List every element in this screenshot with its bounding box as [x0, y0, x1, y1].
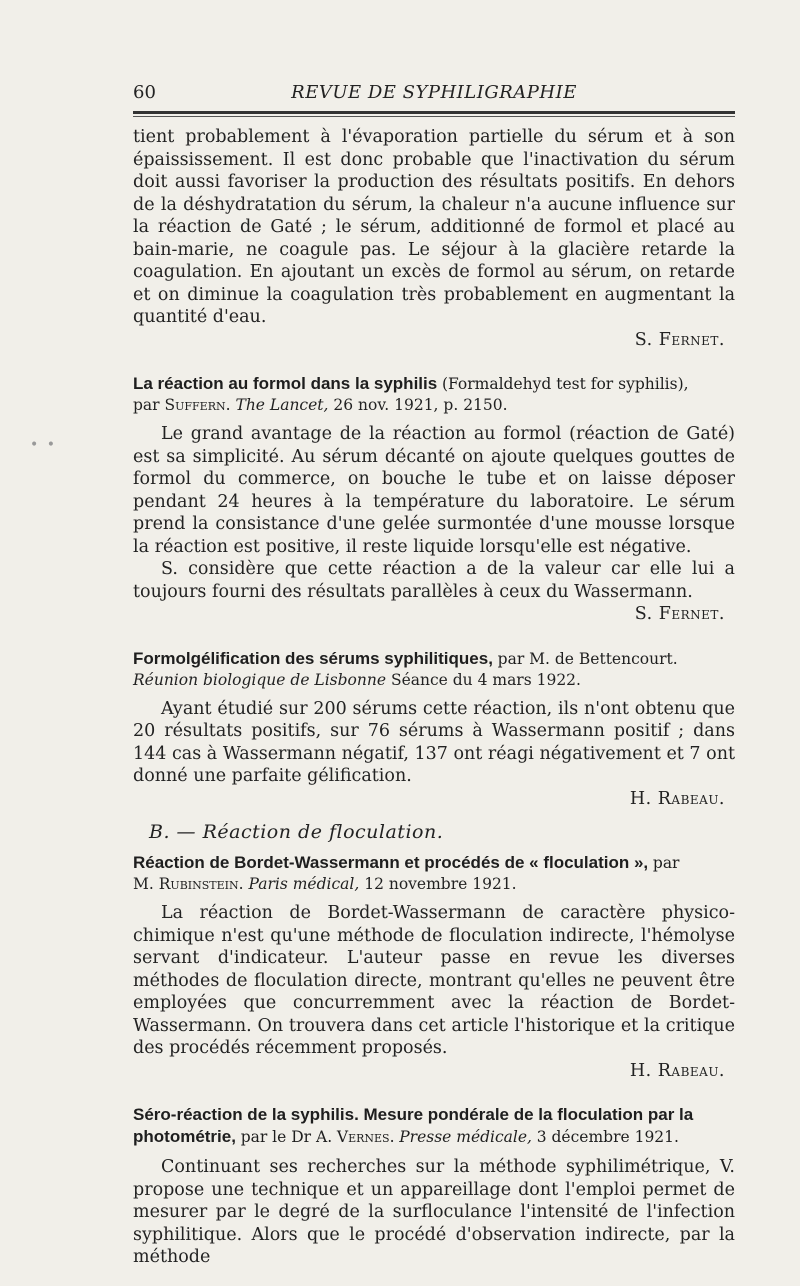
ref-author: Rubinstein.	[158, 875, 244, 893]
article-sero-reaction	[133, 1104, 735, 1269]
article-paragraph: Continuant ses recherches sur la méthode syphilimétrique, V. propose une technique et un appareillage dont l'emploi permet de mesurer par le degré de la surfloculance l'intensité de l'infection syphilitique. Alors que le procédé d'observation indirecte, par la méthode	[133, 1157, 735, 1267]
ref-journal: The Lancet,	[235, 396, 329, 414]
article-reference	[133, 395, 735, 415]
article-signature: H. Rabeau.	[629, 1060, 725, 1081]
ref-journal: Paris médical,	[248, 875, 360, 893]
article-signature: S. Fernet.	[634, 604, 725, 624]
page-body	[133, 126, 735, 1269]
article-paragraph: Ayant étudié sur 200 sérums cette réaction, ils n'ont obtenu que 20 résultats positifs, sur 76 sérums à Wassermann positif ; dans 144 cas à Wassermann négatif, 137 ont réagi négativement et 7 ont donné une parfaite gélification.	[133, 698, 735, 786]
article-bordet-wassermann	[133, 852, 735, 1082]
ref-detail: 3 décembre 1921.	[536, 1128, 679, 1146]
page-number: 60	[133, 82, 156, 103]
ref-journal: Réunion biologique de Lisbonne	[133, 670, 387, 689]
ref-prefix: par	[133, 396, 160, 414]
article-heading-title: Séro-réaction de la syphilis. Mesure pondérale de la floculation par la photométrie,	[133, 1105, 694, 1146]
article-formol-reaction	[133, 373, 735, 626]
article-formolgelification	[133, 648, 735, 811]
article-heading-rest: (Formaldehyd test for syphilis),	[441, 375, 689, 393]
margin-mark: • •	[30, 437, 57, 453]
ref-author: Vernes.	[336, 1128, 395, 1146]
article-paragraph: La réaction de Bordet-Wassermann de caractère physico-chimique n'est qu'une méthode de floculation indirecte, l'hémolyse servant d'indicateur. L'auteur passe en revue les diverses méthodes de floculation directe, montrant qu'elles ne peuvent être employées que concurremment avec la réaction de Bordet-Wassermann. On trouvera dans cet article l'historique et la critique des procédés récemment proposés.	[133, 903, 735, 1058]
article-heading	[133, 852, 735, 874]
ref-journal: Presse médicale,	[399, 1128, 532, 1146]
running-title: REVUE DE SYPHILIGRAPHIE	[291, 82, 577, 103]
article-heading-rest: par le Dr A.	[240, 1128, 333, 1146]
section-heading-b: B. — Réaction de floculation.	[149, 821, 444, 843]
ref-author: Suffern.	[164, 396, 231, 414]
article-reference	[133, 670, 735, 690]
article-paragraph: S. considère que cette réaction a de la valeur car elle lui a toujours fourni des résultats parallèles à ceux du Wassermann.	[133, 559, 735, 602]
article-heading-title: Formolgélification des sérums syphilitiques,	[133, 648, 493, 668]
article-paragraph: Le grand avantage de la réaction au formol (réaction de Gaté) est sa simplicité. Au sérum décanté on ajoute quelques gouttes de formol du commerce, on bouche le tube et on laisse déposer pendant 24 heures à la température du laboratoire. Le sérum prend la consistance d'une gelée surmontée d'une mousse lorsque la réaction est positive, il reste liquide lorsqu'elle est négative.	[133, 424, 735, 557]
ref-detail: 12 novembre 1921.	[364, 875, 517, 893]
page-header	[133, 82, 735, 106]
article-heading	[133, 648, 735, 670]
ref-detail: 26 nov. 1921, p. 2150.	[333, 396, 508, 414]
article-heading-rest: par	[652, 854, 680, 872]
article-heading	[133, 1104, 735, 1148]
header-rule-thin	[133, 116, 735, 117]
article-heading-title: Réaction de Bordet-Wassermann et procédés de « floculation »,	[133, 853, 649, 872]
article-heading-title: La réaction au formol dans la syphilis	[133, 374, 438, 393]
ref-detail: Séance du 4 mars 1922.	[390, 670, 581, 689]
article-signature: H. Rabeau.	[629, 788, 725, 809]
ref-prefix: M.	[133, 875, 154, 893]
article-reference	[133, 874, 735, 894]
header-rule-thick	[133, 111, 735, 114]
intro-paragraph: tient probablement à l'évaporation partielle du sérum et à son épaississement. Il est donc probable que l'inactivation du sérum doit aussi favoriser la production des résultats positifs. En dehors de la déshydratation du sérum, la chaleur n'a aucune influence sur la réaction de Gaté ; le sérum, additionné de formol et placé au bain-marie, ne coagule pas. Le séjour à la glacière retarde la coagulation. En ajoutant un excès de formol au sérum, on retarde et on diminue la coagulation très probablement en augmentant la quantité d'eau.	[133, 127, 735, 327]
intro-signature: S. Fernet.	[634, 329, 725, 350]
article-heading	[133, 373, 735, 395]
article-heading-rest: par M. de Bettencourt.	[497, 649, 678, 668]
